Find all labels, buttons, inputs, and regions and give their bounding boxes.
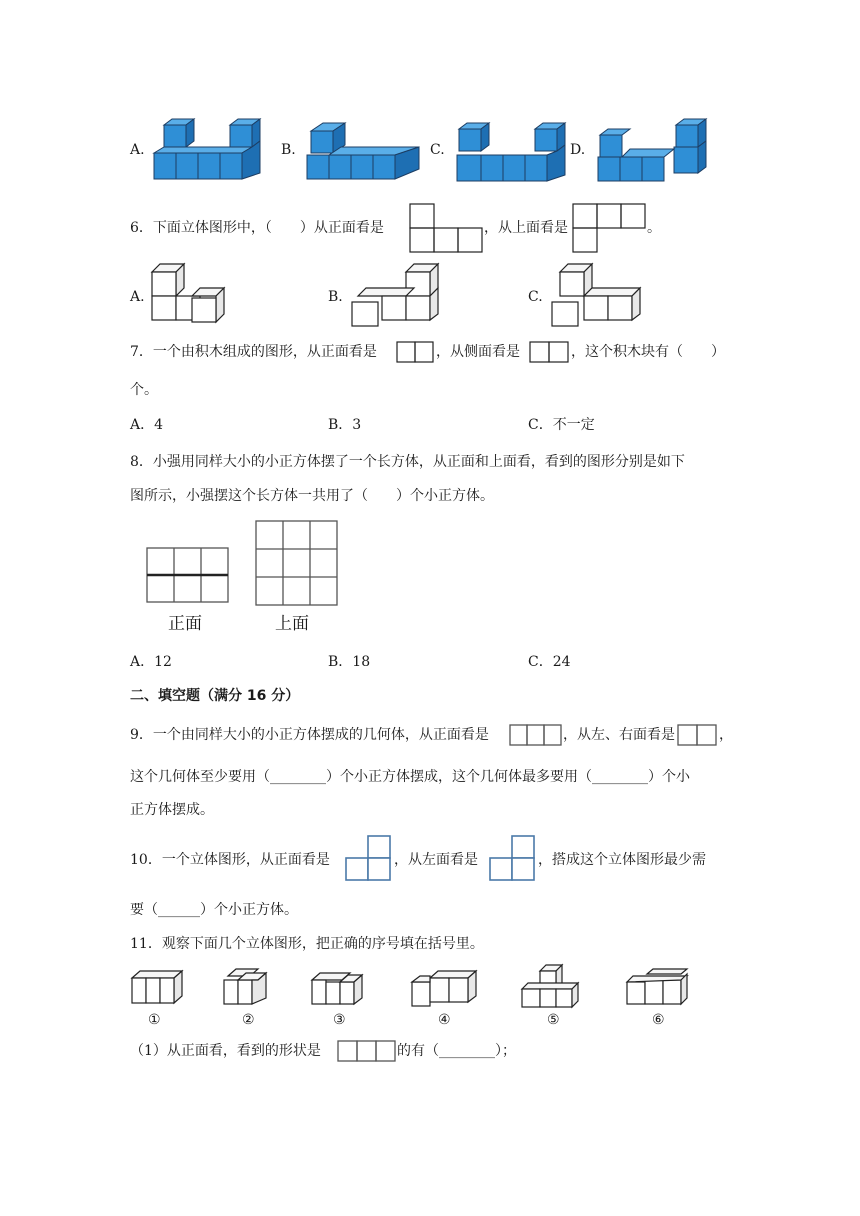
q8-line2: 图所示，小强摆这个长方体一共用了（ ）个小正方体。 [130, 488, 494, 504]
q9-middle: ，从左、右面看是 [563, 727, 675, 743]
q7-suffix: ，这个积木块有（ ） [571, 344, 725, 360]
q9-side-view-grid [677, 724, 719, 746]
q9-prefix: 9．一个由同样大小的小正方体摆成的几何体，从正面看是 [130, 727, 489, 743]
q8-top-view-grid [255, 520, 339, 608]
q5-option-b-label: B. [281, 142, 296, 158]
q8-option-a: A．12 [130, 654, 172, 670]
q11-line1: 11．观察下面几个立体图形，把正确的序号填在括号里。 [130, 936, 484, 952]
q6-front-view-grid [409, 203, 484, 251]
q7-middle: ，从侧面看是 [436, 344, 520, 360]
q7-side-view-grid [529, 341, 571, 363]
q5-option-c-label: C. [430, 142, 445, 158]
section-heading-fill-in: 二、填空题（满分 16 分） [130, 688, 300, 704]
q10-middle: ，从左面看是 [394, 852, 478, 868]
q7-line2: 个。 [130, 382, 158, 398]
q11-label-4: ④ [438, 1012, 451, 1028]
q5-figure-b [303, 115, 423, 185]
q8-front-view-grid [146, 547, 230, 605]
q11-label-1: ① [148, 1012, 161, 1028]
q6-top-view-grid [572, 203, 647, 251]
q9-line2: 这个几何体至少要用（________）个小正方体摆成，这个几何体最多要用（________）个小 [130, 769, 690, 785]
q6-middle: ，从上面看是 [484, 220, 568, 236]
q10-line2: 要（______）个小正方体。 [130, 902, 298, 918]
q7-option-b: B．3 [328, 417, 362, 433]
q8-option-b: B．18 [328, 654, 371, 670]
q11-label-6: ⑥ [652, 1012, 665, 1028]
q6-figure-a [150, 262, 240, 327]
q5-figure-d [596, 115, 716, 185]
q7-option-c: C．不一定 [528, 417, 595, 433]
q5-option-d-label: D. [570, 142, 586, 158]
q7-option-a: A．4 [130, 417, 164, 433]
q11-figure-1 [130, 968, 190, 1008]
q6-option-a-label: A. [130, 289, 145, 305]
q11-sub1-front-view-grid [337, 1040, 397, 1062]
q10-prefix: 10．一个立体图形，从正面看是 [130, 852, 330, 868]
q11-figure-2 [222, 968, 277, 1008]
q6-option-b-label: B. [328, 289, 343, 305]
q7-front-view-grid [396, 341, 436, 363]
q6-prefix: 6．下面立体图形中，（ ）从正面看是 [130, 220, 384, 236]
q9-suffix: ， [719, 727, 733, 743]
q11-figure-3 [310, 968, 370, 1008]
q8-top-label: 上面 [275, 614, 309, 634]
q11-figure-5 [520, 963, 585, 1008]
q11-label-3: ③ [333, 1012, 346, 1028]
q8-line1: 8．小强用同样大小的小正方体摆了一个长方体，从正面和上面看，看到的图形分别是如下 [130, 454, 685, 470]
q9-line3: 正方体摆成。 [130, 802, 214, 818]
q6-option-c-label: C. [528, 289, 543, 305]
q8-front-label: 正面 [168, 614, 202, 634]
q9-front-view-grid [509, 724, 563, 746]
q11-sub1-prefix: （1）从正面看，看到的形状是 [130, 1043, 321, 1059]
q6-figure-c [550, 262, 645, 327]
q5-option-a-label: A. [130, 142, 145, 158]
q5-figure-c [455, 115, 575, 185]
q10-left-view-grid [488, 834, 538, 882]
q10-suffix: ，搭成这个立体图形最少需 [538, 852, 706, 868]
q6-figure-b [350, 262, 445, 327]
q11-figure-6 [625, 968, 695, 1008]
q11-label-2: ② [242, 1012, 255, 1028]
q11-label-5: ⑤ [547, 1012, 560, 1028]
q11-sub1-suffix: 的有（________）； [397, 1043, 516, 1059]
q5-figure-a [152, 115, 272, 185]
q8-option-c: C．24 [528, 654, 571, 670]
q10-front-view-grid [344, 834, 394, 882]
q6-suffix: 。 [647, 220, 661, 236]
q11-figure-4 [410, 968, 480, 1008]
q7-prefix: 7．一个由积木组成的图形，从正面看是 [130, 344, 377, 360]
